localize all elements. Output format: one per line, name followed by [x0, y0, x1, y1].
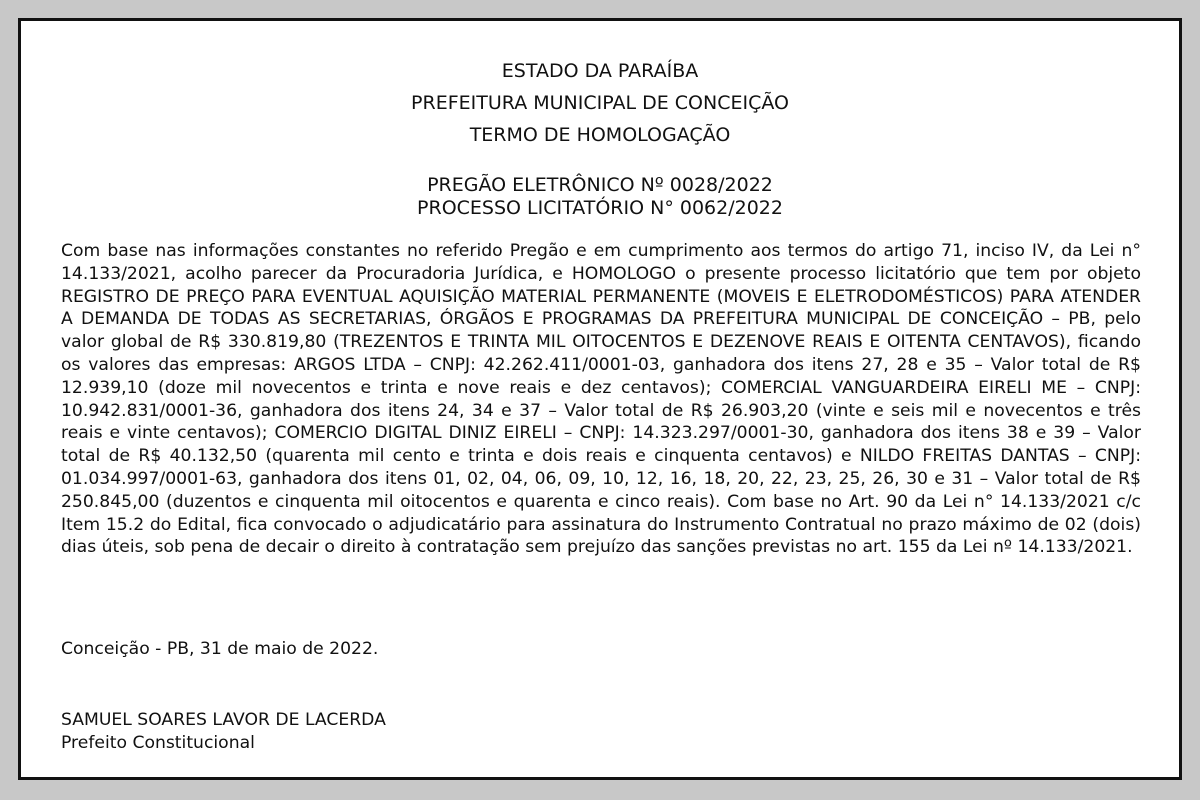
state-name: ESTADO DA PARAÍBA — [501, 60, 699, 82]
process-number: PROCESSO LICITATÓRIO N° 0062/2022 — [417, 197, 783, 219]
process-identifiers — [21, 174, 1179, 220]
signatory-title: Prefeito Constitucional — [61, 733, 255, 753]
municipality-name: PREFEITURA MUNICIPAL DE CONCEIÇÃO — [411, 92, 789, 114]
document-title: TERMO DE HOMOLOGAÇÃO — [469, 124, 731, 146]
signature-block — [61, 709, 386, 755]
place-and-date: Conceição - PB, 31 de maio de 2022. — [61, 639, 379, 659]
homologation-body: Com base nas informações constantes no referido Pregão e em cumprimento aos termos do artigo 71, inciso IV, da Lei n° 14.133/2021, acolho parecer da Procuradoria Jurídica, e HOMOLOGO o presente processo licitatório que tem por objeto REGISTRO DE PREÇO PARA EVENTUAL AQUISIÇÃO MATERIAL PERMANENTE (MOVEIS E ELETRODOMÉSTICOS) PARA ATENDER A DEMANDA DE TODAS AS SECRETARIAS, ÓRGÃOS E PROGRAMAS DA PREFEITURA MUNICIPAL DE CONCEIÇÃO – PB, pelo valor global de R$ 330.819,80 (TREZENTOS E TRINTA MIL OITOCENTOS E DEZENOVE REAIS E OITENTA CENTAVOS), ficando os valores das empresas: ARGOS LTDA – CNPJ: 42.262.411/0001-03, ganhadora dos itens 27, 28 e 35 – Valor total de R$ 12.939,10 (doze mil novecentos e trinta e nove reais e dez centavos); COMERCIAL VANGUARDEIRA EIRELI ME – CNPJ: 10.942.831/0001-36, ganhadora dos itens 24, 34 e 37 – Valor total de R$ 26.903,20 (vinte e seis mil e novecentos e três reais e vinte centavos); COMERCIO DIGITAL DINIZ EIRELI – CNPJ: 14.323.297/0001-30, ganhadora dos itens 38 e 39 – Valor total de R$ 40.132,50 (quarenta mil cento e trinta e dois reais e cinquenta centavos) e NILDO FREITAS DANTAS – CNPJ: 01.034.997/0001-63, ganhadora dos itens 01, 02, 04, 06, 09, 10, 12, 16, 18, 20, 22, 23, 25, 26, 30 e 31 – Valor total de R$ 250.845,00 (duzentos e cinquenta mil oitocentos e quarenta e cinco reais). Com base no Art. 90 da Lei n° 14.133/2021 c/c Item 15.2 do Edital, fica convocado o adjudicatário para assinatura do Instrumento Contratual no prazo máximo de 02 (dois) dias úteis, sob pena de decair o direito à contratação sem prejuízo das sanções previstas no art. 155 da Lei nº 14.133/2021. — [61, 241, 1141, 558]
document-header — [21, 55, 1179, 151]
auction-number: PREGÃO ELETRÔNICO Nº 0028/2022 — [427, 174, 773, 196]
signatory-name: SAMUEL SOARES LAVOR DE LACERDA — [61, 710, 386, 730]
homologation-notice — [18, 18, 1182, 780]
